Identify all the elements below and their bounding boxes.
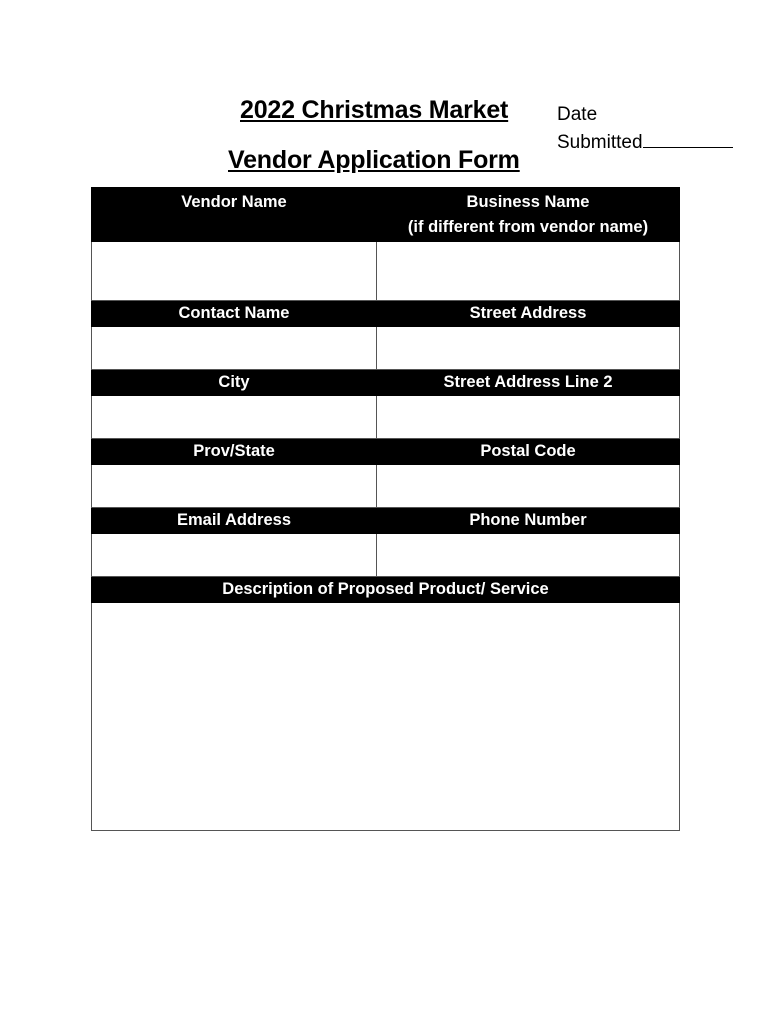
header-row-contact: [92, 301, 680, 327]
vendor-application-table: [91, 187, 680, 831]
street-address-2-header: Street Address Line 2: [377, 370, 680, 396]
contact-name-header: Contact Name: [92, 301, 377, 327]
street-address-field[interactable]: [377, 327, 680, 370]
business-name-note: (if different from vendor name): [407, 218, 649, 236]
street-address-header: Street Address: [377, 301, 680, 327]
postal-code-header: Postal Code: [377, 439, 680, 465]
city-field[interactable]: [92, 396, 377, 439]
prov-state-header: Prov/State: [92, 439, 377, 465]
title-line-2: Vendor Application Form: [228, 146, 520, 174]
business-name-label: Business Name: [466, 193, 590, 211]
header-row-prov: [92, 439, 680, 465]
title-line-1: 2022 Christmas Market: [240, 96, 509, 124]
input-row-contact: [92, 327, 680, 370]
input-row-description: [92, 603, 680, 831]
vendor-name-header: Vendor Name: [92, 188, 377, 242]
prov-state-field[interactable]: [92, 465, 377, 508]
email-field[interactable]: [92, 534, 377, 577]
phone-field[interactable]: [377, 534, 680, 577]
input-row-city: [92, 396, 680, 439]
date-submitted-field[interactable]: [643, 130, 733, 148]
postal-code-field[interactable]: [377, 465, 680, 508]
phone-header: Phone Number: [377, 508, 680, 534]
date-label: Date: [557, 104, 598, 125]
email-header: Email Address: [92, 508, 377, 534]
description-header: Description of Proposed Product/ Service: [92, 577, 680, 603]
city-header: City: [92, 370, 377, 396]
header-row-email: [92, 508, 680, 534]
submitted-row: [557, 129, 733, 157]
input-row-names: [92, 242, 680, 301]
date-submitted-block: [557, 101, 733, 157]
submitted-label: Submitted: [557, 132, 643, 153]
input-row-prov: [92, 465, 680, 508]
street-address-2-field[interactable]: [377, 396, 680, 439]
business-name-header: [377, 188, 680, 242]
input-row-email: [92, 534, 680, 577]
header-row-names: [92, 188, 680, 242]
description-field[interactable]: [92, 603, 680, 831]
contact-name-field[interactable]: [92, 327, 377, 370]
business-name-field[interactable]: [377, 242, 680, 301]
vendor-name-field[interactable]: [92, 242, 377, 301]
header-row-description: [92, 577, 680, 603]
header-row-city: [92, 370, 680, 396]
